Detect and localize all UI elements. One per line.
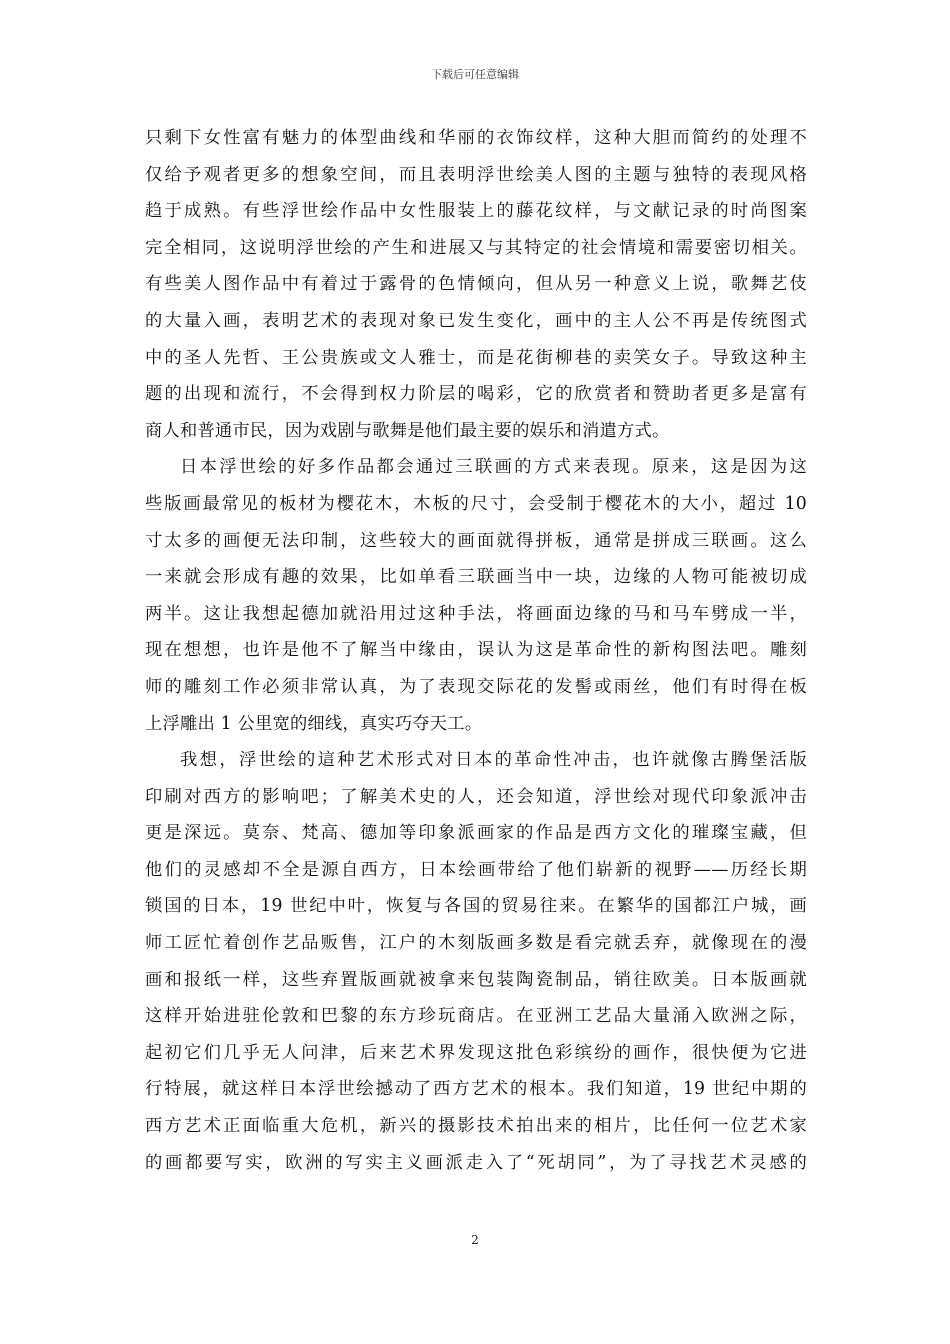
paragraph-2 [145,449,807,742]
text-line: 师工匠忙着创作艺品贩售，江户的木刻版画多数是看完就丢弃，就像现在的漫 [145,933,807,954]
text-line: 些版画最常见的板材为樱花木，木板的尺寸，会受制于樱花木的大小，超过 10 [145,493,807,514]
text-line: 起初它们几乎无人问津，后来艺术界发现这批色彩缤纷的画作，很快便为它进 [145,1042,807,1063]
text-line: 他们的灵感却不全是源自西方，日本绘画带给了他们崭新的视野——历经长期 [145,859,807,880]
text-line: 行特展，就这样日本浮世绘撼动了西方艺术的根本。我们知道，19 世纪中期的 [145,1079,807,1100]
page-header-note: 下载后可任意编辑 [431,68,519,81]
text-line: 仅给予观者更多的想象空间，而且表明浮世绘美人图的主题与独特的表现风格 [145,164,807,185]
paragraph-3 [145,742,807,1181]
text-line: 的画都要写实，欧洲的写实主义画派走入了“死胡同”，为了寻找艺术灵感的 [145,1152,807,1173]
text-line: 上浮雕出 1 公里宽的细线，真实巧夺天工。 [145,713,483,734]
text-line: 印刷对西方的影响吧；了解美术史的人，还会知道，浮世绘对现代印象派冲击 [145,786,807,807]
text-line: 趋于成熟。有些浮世绘作品中女性服装上的藤花纹样，与文献记录的时尚图案 [145,201,807,222]
text-line: 西方艺术正面临重大危机，新兴的摄影技术拍出来的相片，比任何一位艺术家 [145,1116,807,1137]
text-line: 一来就会形成有趣的效果，比如单看三联画当中一块，边缘的人物可能被切成 [145,567,807,588]
text-line: 锁国的日本，19 世纪中叶，恢复与各国的贸易往来。在繁华的国都江户城，画 [145,896,807,917]
body-text [145,120,807,1181]
text-line: 这样开始进驻伦敦和巴黎的东方珍玩商店。在亚洲工艺品大量涌入欧洲之际， [145,1006,807,1027]
text-line: 寸太多的画便无法印制，这些较大的画面就得拼板，通常是拼成三联画。这么 [145,530,807,551]
page-number: 2 [471,1233,479,1247]
text-line: 题的出现和流行，不会得到权力阶层的喝彩，它的欣赏者和赞助者更多是富有 [145,384,807,405]
text-line: 师的雕刻工作必须非常认真，为了表现交际花的发髻或雨丝，他们有时得在板 [145,676,807,697]
text-line: 只剩下女性富有魅力的体型曲线和华丽的衣饰纹样，这种大胆而简约的处理不 [145,128,807,148]
text-line: 现在想想，也许是他不了解当中缘由，误认为这是革命性的新构图法吧。雕刻 [145,640,807,661]
text-line: 中的圣人先哲、王公贵族或文人雅士，而是花街柳巷的卖笑女子。导致这种主 [145,347,807,368]
text-line: 完全相同，这说明浮世绘的产生和进展又与其特定的社会情境和需要密切相关。 [145,237,807,258]
text-line: 两半。这让我想起德加就沿用过这种手法，将画面边缘的马和马车劈成一半， [145,603,807,624]
text-line: 画和报纸一样，这些弃置版画就被拿来包装陶瓷制品，销往欧美。日本版画就 [145,969,807,990]
text-line: 我想，浮世绘的這种艺术形式对日本的革命性冲击，也许就像古腾堡活版 [180,750,807,771]
text-line: 日本浮世绘的好多作品都会通过三联画的方式来表现。原来，这是因为这 [180,457,807,478]
text-line: 的大量入画，表明艺术的表现对象已发生变化，画中的主人公不再是传统图式 [145,310,807,331]
text-line: 更是深远。莫奈、梵高、德加等印象派画家的作品是西方文化的璀璨宝藏，但 [145,823,807,844]
paragraph-1 [145,120,807,449]
text-line: 有些美人图作品中有着过于露骨的色情倾向，但从另一种意义上说，歌舞艺伎 [145,274,807,295]
text-line: 商人和普通市民，因为戏剧与歌舞是他们最主要的娱乐和消遣方式。 [145,420,670,441]
